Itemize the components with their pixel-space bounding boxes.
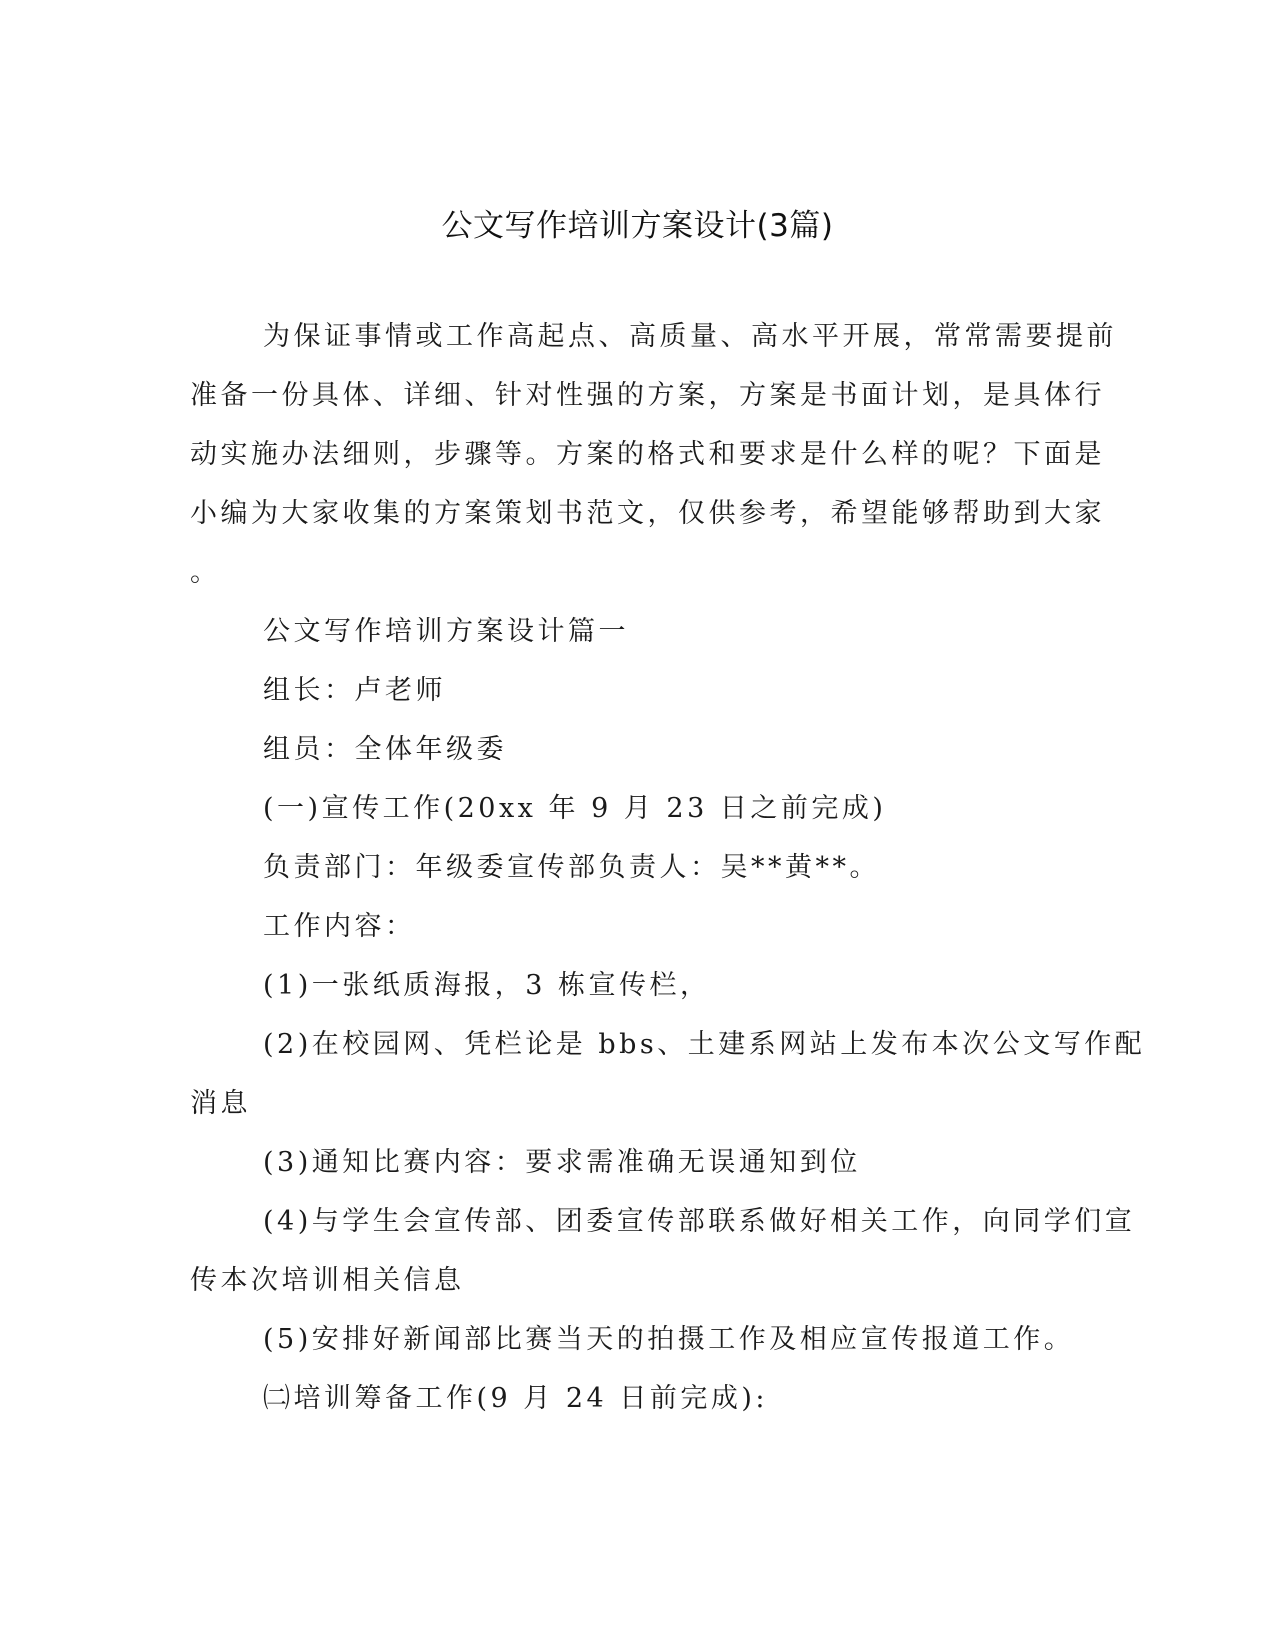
part1-heading: (一)宣传工作(20xx 年 9 月 23 日之前完成) [263,793,887,824]
department-line: 负责部门：年级委宣传部负责人：吴**黄**。 [263,852,880,883]
list-item: (2)在校园网、凭栏论是 bbs、土建系网站上发布本次公文写作配 [263,1029,1146,1060]
part2-heading: ㈡培训筹备工作(9 月 24 日前完成): [263,1383,768,1414]
leader-line: 组长：卢老师 [263,675,446,706]
section-heading: 公文写作培训方案设计篇一 [263,616,629,647]
list-item: (5)安排好新闻部比赛当天的拍摄工作及相应宣传报道工作。 [263,1324,1075,1355]
document-title: 公文写作培训方案设计(3篇) [441,208,834,244]
list-item: (1)一张纸质海报，3 栋宣传栏， [263,970,711,1001]
members-line: 组员：全体年级委 [263,734,507,765]
list-item-continuation: 传本次培训相关信息 [190,1265,465,1296]
intro-line: 小编为大家收集的方案策划书范文，仅供参考，希望能够帮助到大家 [190,498,1105,529]
intro-line: 为保证事情或工作高起点、高质量、高水平开展，常常需要提前 [263,321,1117,352]
list-item: (4)与学生会宣传部、团委宣传部联系做好相关工作，向同学们宣 [263,1206,1136,1237]
intro-line: 准备一份具体、详细、针对性强的方案，方案是书面计划，是具体行 [190,380,1105,411]
intro-line: 。 [190,557,221,588]
intro-line: 动实施办法细则，步骤等。方案的格式和要求是什么样的呢？下面是 [190,439,1105,470]
content-label: 工作内容： [263,911,416,942]
list-item: (3)通知比赛内容：要求需准确无误通知到位 [263,1147,861,1178]
list-item-continuation: 消息 [190,1088,251,1119]
